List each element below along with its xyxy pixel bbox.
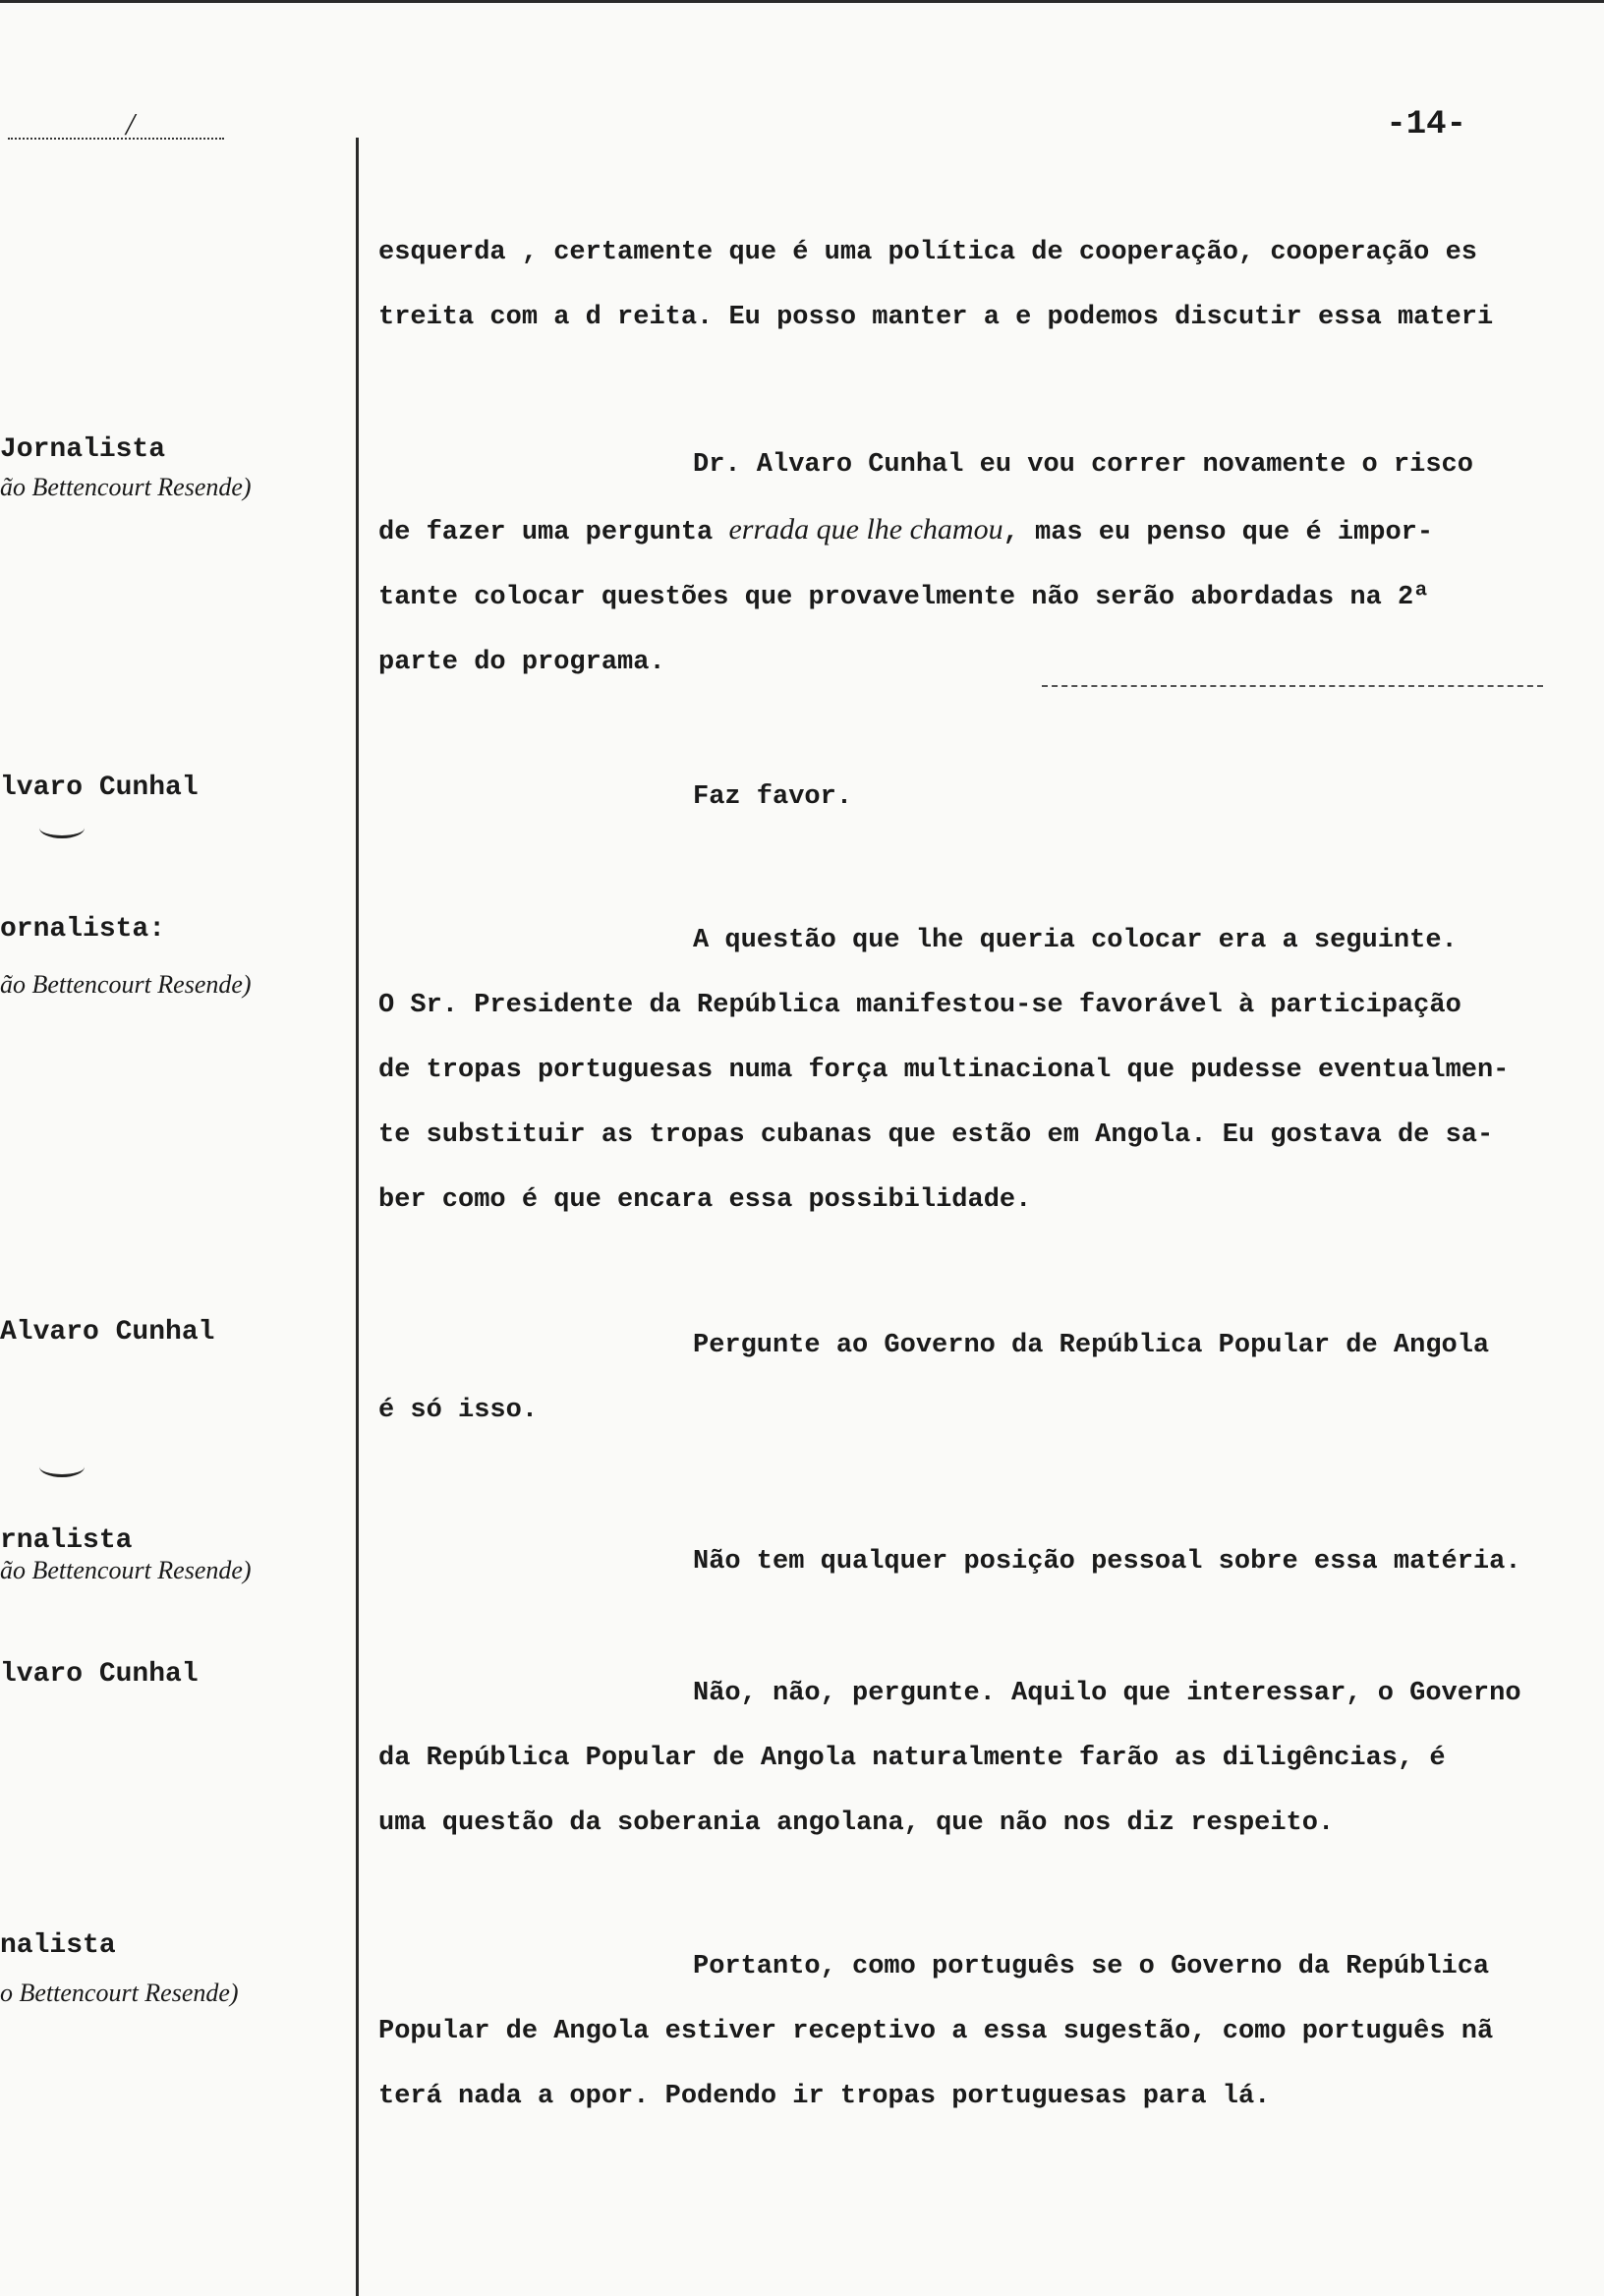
speech-block-5	[378, 1529, 1592, 1594]
speaker-handwritten-name: o Bettencourt Resende)	[0, 1979, 239, 2007]
date-field	[8, 106, 224, 147]
speech-line: ber como é que encara essa possibilidade.	[378, 1185, 1032, 1215]
speaker-name: Alvaro Cunhal	[0, 1317, 215, 1348]
speech-line: Popular de Angola estiver receptivo a essa sugestão, como português nã	[378, 2017, 1494, 2046]
column-divider	[356, 138, 359, 2296]
speech-line: treita com a d reita. Eu posso manter a e podemos discutir essa materi	[378, 303, 1494, 332]
handwritten-insert: errada que lhe chamou	[728, 513, 1003, 545]
speech-line: parte do programa.	[378, 648, 665, 677]
speaker-label-alvaro-cunhal	[0, 773, 350, 803]
speech-block-2	[378, 765, 1592, 830]
speaker-label-jornalista	[0, 434, 350, 502]
speech-line: de tropas portuguesas numa força multinacional que pudesse eventualmen-	[378, 1056, 1510, 1085]
speech-line: Pergunte ao Governo da República Popular de Angola	[693, 1331, 1490, 1360]
speaker-tick-mark	[39, 818, 85, 838]
speech-line: Dr. Alvaro Cunhal eu vou correr novamente o risco	[693, 450, 1473, 480]
speech-line: Não tem qualquer posição pessoal sobre essa matéria.	[693, 1547, 1521, 1577]
speech-line: da República Popular de Angola naturalmente farão as diligências, é	[378, 1744, 1446, 1773]
speech-line: O Sr. Presidente da República manifestou-se favorável à participação	[378, 991, 1461, 1020]
speaker-label-jornalista	[0, 1525, 350, 1585]
speech-line: Portanto, como português se o Governo da República	[693, 1952, 1490, 1981]
page-top-edge	[0, 0, 1604, 3]
speech-line: te substituir as tropas cubanas que estão em Angola. Eu gostava de sa-	[378, 1120, 1494, 1150]
speech-line: tante colocar questões que provavelmente não serão abordadas na 2ª	[378, 583, 1430, 612]
speech-block-6	[378, 1661, 1592, 1856]
speaker-name: rnalista	[0, 1525, 133, 1556]
speaker-handwritten-name: ão Bettencourt Resende)	[0, 1556, 252, 1584]
date-dotted-line	[8, 106, 224, 142]
dashed-rule	[1042, 685, 1543, 687]
speaker-name: nalista	[0, 1930, 116, 1961]
speaker-handwritten-name: ão Bettencourt Resende)	[0, 970, 252, 999]
speech-block-3	[378, 908, 1592, 1233]
speaker-label-jornalista	[0, 914, 350, 1000]
speech-line: é só isso.	[378, 1396, 539, 1425]
speaker-label-alvaro-cunhal	[0, 1659, 350, 1690]
speaker-label-jornalista	[0, 1930, 350, 2008]
speech-line: de fazer uma pergunta errada que lhe chamou, mas eu penso que é impor-	[378, 513, 1434, 547]
page-number: -14-	[1386, 106, 1466, 144]
date-slash: /	[126, 106, 137, 142]
speaker-name: lvaro Cunhal	[0, 1659, 199, 1690]
speech-block-7	[378, 1934, 1592, 2129]
speaker-name: ornalista:	[0, 914, 166, 945]
speaker-name: Jornalista	[0, 434, 166, 465]
speech-line: A questão que lhe queria colocar era a seguinte.	[693, 926, 1458, 955]
speech-line: esquerda , certamente que é uma política de cooperação, cooperação es	[378, 238, 1477, 267]
speaker-name: lvaro Cunhal	[0, 773, 199, 803]
speech-line: uma questão da soberania angolana, que não nos diz respeito.	[378, 1808, 1335, 1838]
speech-block-1	[378, 432, 1592, 695]
speech-line: terá nada a opor. Podendo ir tropas portuguesas para lá.	[378, 2082, 1271, 2111]
speaker-label-alvaro-cunhal	[0, 1317, 350, 1348]
speech-block-4	[378, 1313, 1592, 1443]
speech-block-0	[378, 220, 1592, 350]
speech-line: Não, não, pergunte. Aquilo que interessar, o Governo	[693, 1679, 1521, 1708]
speech-line: Faz favor.	[693, 782, 853, 812]
speaker-tick-mark	[39, 1457, 85, 1477]
speaker-handwritten-name: ão Bettencourt Resende)	[0, 473, 252, 501]
